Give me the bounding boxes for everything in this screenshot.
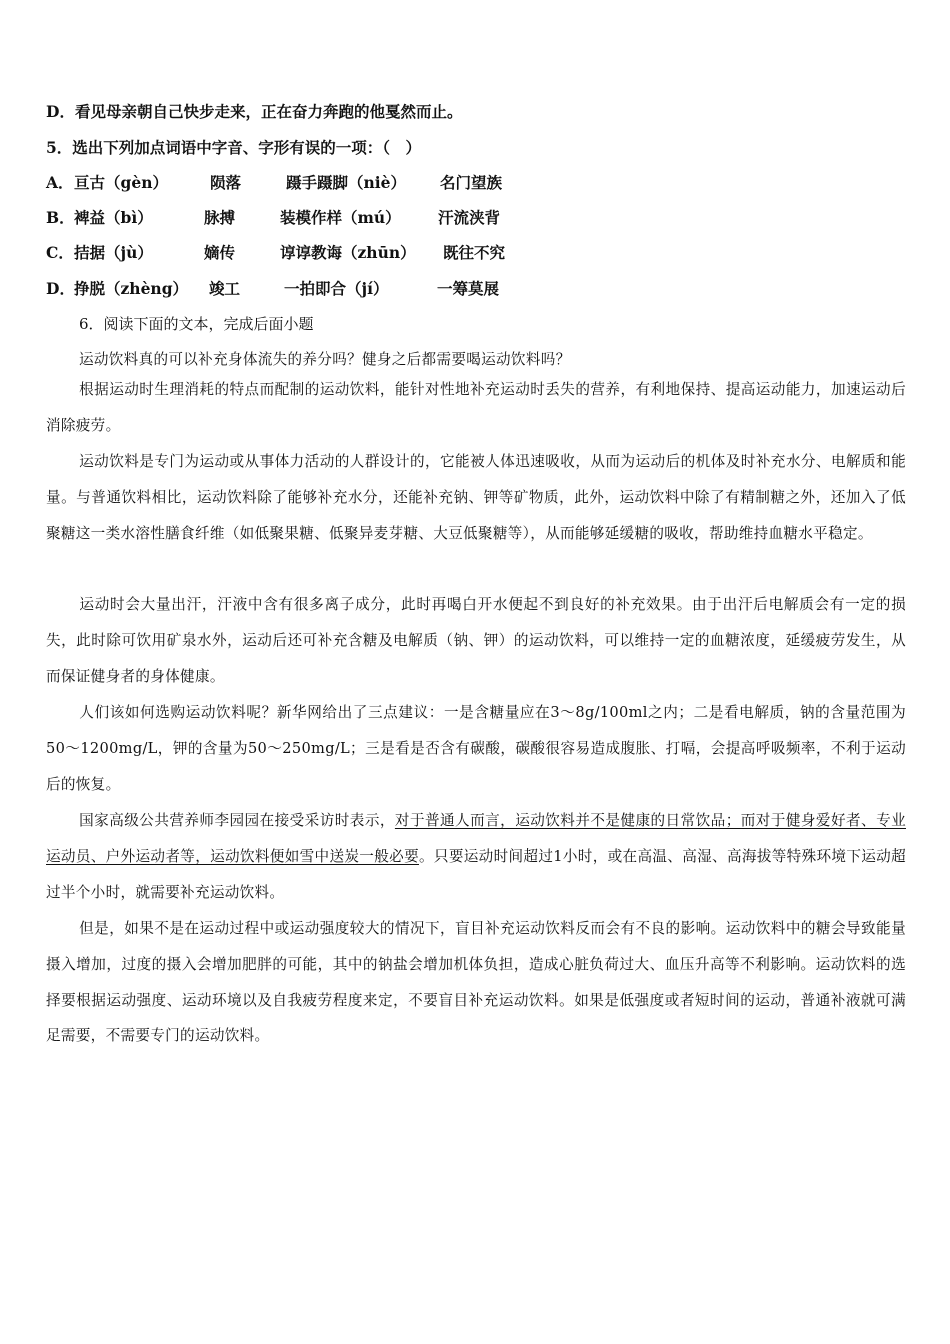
option-term: 嫡传 [204, 243, 236, 262]
q5-stem: 5．选出下列加点词语中字音、字形有误的一项：（ ） [46, 138, 422, 157]
option-term: 裨益（bì） [74, 208, 153, 227]
option-term: 陨落 [210, 173, 242, 192]
paragraph-2 [46, 444, 906, 551]
option-term: 既往不究 [443, 243, 506, 262]
option-term: 装模作样（mú） [280, 208, 401, 227]
paragraph-1 [46, 372, 906, 444]
paragraph-4 [46, 695, 906, 802]
option-term: 亘古（gèn） [74, 173, 168, 192]
paragraph-3 [46, 587, 906, 694]
paragraph-5 [46, 803, 906, 910]
option-term: 竣工 [209, 279, 241, 298]
option-term: 蹑手蹑脚（niè） [286, 173, 407, 192]
paragraph-4-text: 人们该如何选购运动饮料呢？新华网给出了三点建议：一是含糖量应在3～8g/100ml之内；二是看电解质，钠的含量范围为50～1200mg/L，钾的含量为50～250mg/L；三是看是否含有碳酸，碳酸很容易造成腹胀、打嗝，会提高呼吸频率，不利于运动后的恢复。 [46, 704, 906, 793]
q6-stem: 6．阅读下面的文本，完成后面小题 [79, 315, 314, 333]
option-term: 一拍即合（jí） [284, 279, 389, 298]
option-term: 脉搏 [204, 208, 236, 227]
option-label: C． [46, 243, 74, 262]
option-term: 名门望族 [440, 173, 503, 192]
article-title: 运动饮料真的可以补充身体流失的养分吗？健身之后都需要喝运动饮料吗？ [79, 351, 571, 368]
paragraph-6 [46, 911, 906, 1054]
paragraph-3-text: 运动时会大量出汗，汗液中含有很多离子成分，此时再喝白开水便起不到良好的补充效果。由于出汗后电解质会有一定的损失，此时除可饮用矿泉水外，运动后还可补充含糖及电解质（钠、钾）的运动饮料，可以维持一定的血糖浓度，延缓疲劳发生，从而保证健身者的身体健康。 [46, 596, 906, 685]
option-label: B． [46, 208, 75, 227]
paragraph-1-text: 根据运动时生理消耗的特点而配制的运动饮料，能针对性地补充运动时丢失的营养，有利地保持、提高运动能力，加速运动后消除疲劳。 [46, 381, 906, 434]
underlined-sentence: 对于普通人而言，运动饮料并不是健康的日常饮品；而对于健身爱好者、专业运动员、户外运动者等，运动饮料便如雪中送炭一般必要 [46, 812, 906, 865]
option-term: 挣脱（zhèng） [74, 279, 189, 298]
paragraph-5-lead: 国家高级公共营养师李园园在接受采访时表示， [79, 812, 395, 829]
option-label: D． [46, 279, 75, 298]
option-term: 谆谆教诲（zhūn） [280, 243, 416, 262]
paragraph-2-text: 运动饮料是专门为运动或从事体力活动的人群设计的，它能被人体迅速吸收，从而为运动后的机体及时补充水分、电解质和能量。与普通饮料相比，运动饮料除了能够补充水分，还能补充钠、钾等矿物质，此外，运动饮料中除了有精制糖之外，还加入了低聚糖这一类水溶性膳食纤维（如低聚果糖、低聚异麦芽糖、大豆低聚糖等），从而能够延缓糖的吸收，帮助维持血糖水平稳定。 [46, 453, 906, 542]
option-label: A． [46, 173, 74, 192]
option-term: 汗流浃背 [438, 208, 501, 227]
option-term: 拮据（jù） [74, 243, 153, 262]
option-term: 一筹莫展 [437, 279, 500, 298]
paragraph-5-tail: 。只要运动时间超过1小时，或在高温、高湿、高海拔等特殊环境下运动超过半个小时，就需要补充运动饮料。 [46, 847, 906, 901]
q4-option-d: D．看见母亲朝自己快步走来，正在奋力奔跑的他戛然而止。 [46, 102, 463, 121]
paragraph-6-text: 但是，如果不是在运动过程中或运动强度较大的情况下，盲目补充运动饮料反而会有不良的影响。运动饮料中的糖会导致能量摄入增加，过度的摄入会增加肥胖的可能，其中的钠盐会增加机体负担，造成心脏负荷过大、血压升高等不利影响。运动饮料的选择要根据运动强度、运动环境以及自我疲劳程度来定，不要盲目补充运动饮料。如果是低强度或者短时间的运动，普通补液就可满足需要，不需要专门的运动饮料。 [46, 920, 906, 1045]
